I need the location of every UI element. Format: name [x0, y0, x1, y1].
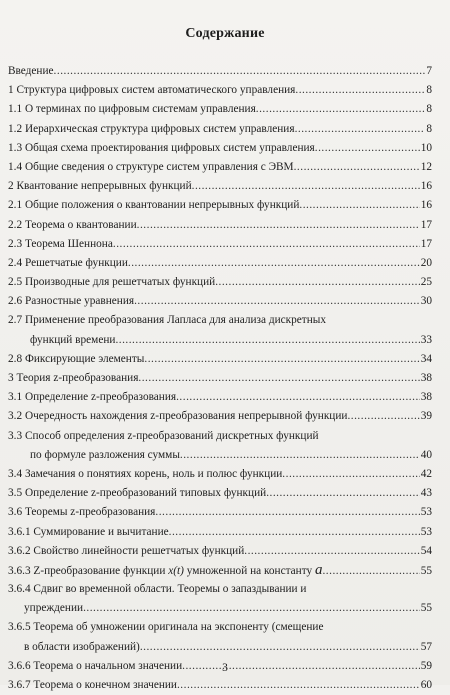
leader-dots [144, 350, 419, 369]
toc-entry-label: 3.6 Теоремы z-преобразования [8, 506, 156, 519]
toc-entry-label: 3.6.4 Сдвиг во временной области. Теоремы о запаздывании и [8, 583, 307, 596]
toc-entry[interactable] [8, 465, 432, 484]
toc-entry[interactable] [8, 561, 432, 580]
leader-dots [169, 523, 420, 542]
toc-entry-page: 40 [420, 448, 432, 461]
toc-entry-page: 17 [420, 237, 432, 250]
toc-entry-page: 25 [420, 276, 432, 289]
leader-dots [192, 177, 420, 196]
toc-entry-continuation[interactable] [8, 331, 432, 350]
toc-entry-label: 2.4 Решетчатые функции [8, 256, 128, 269]
toc-entry-page: 38 [420, 372, 432, 384]
toc-entry-page: 55 [420, 564, 432, 577]
toc-entry-page: 57 [420, 640, 432, 653]
toc-entry-continuation[interactable] [8, 599, 432, 618]
toc-entry-label [8, 561, 322, 580]
toc-entry[interactable] [8, 618, 432, 637]
toc-entry[interactable] [8, 100, 432, 119]
toc-entry-page: 30 [420, 295, 432, 308]
toc-entry[interactable] [8, 273, 432, 292]
leader-dots [215, 273, 420, 292]
toc-entry-page: 39 [420, 410, 432, 423]
toc-entry-label: 3.4 Замечания о понятиях корень, ноль и полюс функции [8, 467, 283, 480]
toc-entry[interactable] [8, 235, 432, 254]
leader-dots [282, 465, 419, 484]
toc-entry-page: 55 [420, 602, 432, 615]
toc-entry-page: 43 [420, 487, 432, 500]
toc-entry[interactable] [8, 407, 432, 426]
toc-entry[interactable] [8, 81, 432, 100]
toc-entry-label: 1.4 Общие сведения о структуре систем управления с ЭВМ [8, 160, 294, 173]
toc-entry[interactable] [8, 292, 432, 311]
toc-entry-continuation[interactable] [8, 638, 432, 657]
toc-entry-page: 8 [426, 103, 432, 116]
toc-entry-page: 60 [420, 679, 432, 691]
leader-dots [54, 62, 426, 81]
toc-entry[interactable] [8, 120, 432, 139]
toc-entry-page: 16 [420, 199, 432, 212]
toc-entry-page: 10 [420, 141, 432, 154]
toc-entry-page: 54 [420, 544, 432, 557]
toc-entry[interactable] [8, 427, 432, 446]
toc-entry-label: 2 Квантование непрерывных функций [8, 180, 192, 193]
toc-entry-label: 3.6.2 Свойство линейности решетчатых функций [8, 544, 245, 557]
leader-dots [244, 542, 419, 561]
toc-entry-label: 3 Теория z-преобразования [8, 372, 139, 384]
leader-dots [180, 446, 420, 465]
toc-entry-page: 42 [420, 467, 432, 480]
toc-entry-page: 59 [420, 659, 432, 672]
toc-entry-label: 3.1 Определение z-преобразования [8, 391, 177, 404]
toc-entry-label: Введение [8, 65, 54, 77]
leader-dots [299, 196, 419, 215]
toc-entry-page: 53 [420, 506, 432, 519]
toc-entry-label: 3.6.7 Теорема о конечном значении [8, 679, 177, 691]
toc-entry[interactable] [8, 503, 432, 522]
toc-entry[interactable] [8, 484, 432, 503]
toc-entry[interactable] [8, 580, 432, 599]
toc-entry-label: по формуле разложения суммы [30, 448, 180, 461]
toc-entry[interactable] [8, 369, 432, 388]
toc-entry-label: 2.7 Применение преобразования Лапласа для анализа дискретных [8, 314, 327, 327]
leader-dots [176, 388, 420, 407]
toc-entry-page: 33 [420, 333, 432, 346]
leader-dots [347, 407, 419, 426]
toc-entry[interactable] [8, 523, 432, 542]
leader-dots [155, 503, 419, 522]
toc-entry-label: 3.6.5 Теорема об умножении оригинала на экспоненту (смещение [8, 621, 324, 634]
toc-entry-label: 1.3 Общая схема проектирования цифровых систем управления [8, 141, 315, 154]
toc-entry-page: 8 [426, 84, 432, 97]
leader-dots [315, 139, 420, 158]
toc-entry-label: 2.1 Общие положения о квантовании непрерывных функций [8, 199, 300, 212]
leader-dots [138, 369, 419, 388]
toc-entry-label: 2.3 Теорема Шеннона [8, 237, 113, 250]
toc-entry[interactable] [8, 350, 432, 369]
math-constant: a [314, 561, 323, 578]
toc-entry-label: 3.5 Определение z-преобразований типовых функций [8, 487, 267, 500]
toc-entry[interactable] [8, 216, 432, 235]
toc-entry[interactable] [8, 311, 432, 330]
leader-dots [322, 562, 419, 580]
page-number: 3 [222, 662, 228, 674]
table-of-contents [8, 62, 432, 695]
toc-entry-page: 34 [420, 352, 432, 365]
leader-dots [137, 216, 420, 235]
leader-dots [256, 100, 426, 119]
toc-entry[interactable] [8, 139, 432, 158]
toc-entry-page: 12 [420, 160, 432, 173]
leader-dots [134, 292, 420, 311]
leader-dots [266, 484, 420, 503]
leader-dots [177, 676, 420, 695]
leader-dots [140, 638, 420, 657]
toc-entry-page: 7 [426, 65, 432, 77]
leader-dots [115, 331, 419, 350]
leader-dots [83, 599, 420, 618]
math-expression: x(t) [168, 564, 184, 577]
toc-entry[interactable] [8, 62, 432, 81]
leader-dots [128, 254, 420, 273]
toc-entry[interactable] [8, 196, 432, 215]
toc-entry-label: 3.6.6 Теорема о начальном значении [8, 659, 183, 672]
toc-entry[interactable] [8, 388, 432, 407]
toc-entry-label: 2.5 Производные для решетчатых функций [8, 276, 216, 289]
toc-entry-page: 20 [420, 256, 432, 269]
toc-entry-label: 3.2 Очередность нахождения z-преобразования непрерывной функции [8, 410, 348, 423]
page-title: Содержание [185, 26, 265, 41]
toc-entry-page: 38 [420, 391, 432, 404]
toc-entry[interactable] [8, 254, 432, 273]
toc-entry-label-suffix: умноженной на константу [186, 564, 313, 577]
toc-entry-label: упреждении [24, 602, 84, 615]
toc-entry[interactable] [8, 542, 432, 561]
toc-entry-label: 1 Структура цифровых систем автоматического управления [8, 84, 296, 97]
toc-entry-label: функций времени [30, 333, 116, 346]
toc-entry[interactable] [8, 177, 432, 196]
toc-entry[interactable] [8, 158, 432, 177]
leader-dots [295, 120, 426, 139]
toc-entry-page: 53 [420, 525, 432, 538]
toc-entry-label: 2.6 Разностные уравнения [8, 295, 135, 308]
leader-dots [294, 158, 420, 177]
toc-entry-label: 3.3 Способ определения z-преобразований дискретных функций [8, 429, 319, 442]
leader-dots [295, 81, 425, 100]
leader-dots [113, 235, 420, 254]
toc-entry-label: 2.8 Фиксирующие элементы [8, 352, 145, 365]
toc-entry-page: 17 [420, 218, 432, 231]
toc-entry-continuation[interactable] [8, 446, 432, 465]
toc-entry-label: 3.6.1 Суммирование и вычитание [8, 525, 169, 538]
toc-entry-page: 8 [426, 122, 432, 135]
toc-entry-page: 16 [420, 180, 432, 193]
toc-entry[interactable] [8, 676, 432, 695]
toc-entry-label: 1.1 О терминах по цифровым системам управления [8, 103, 256, 116]
toc-entry-label-prefix: 3.6.3 Z-преобразование функции [8, 564, 166, 577]
toc-entry-label: в области изображений) [24, 640, 140, 653]
toc-entry-label: 1.2 Иерархическая структура цифровых систем управления [8, 122, 295, 135]
toc-entry-label: 2.2 Теорема о квантовании [8, 218, 137, 231]
